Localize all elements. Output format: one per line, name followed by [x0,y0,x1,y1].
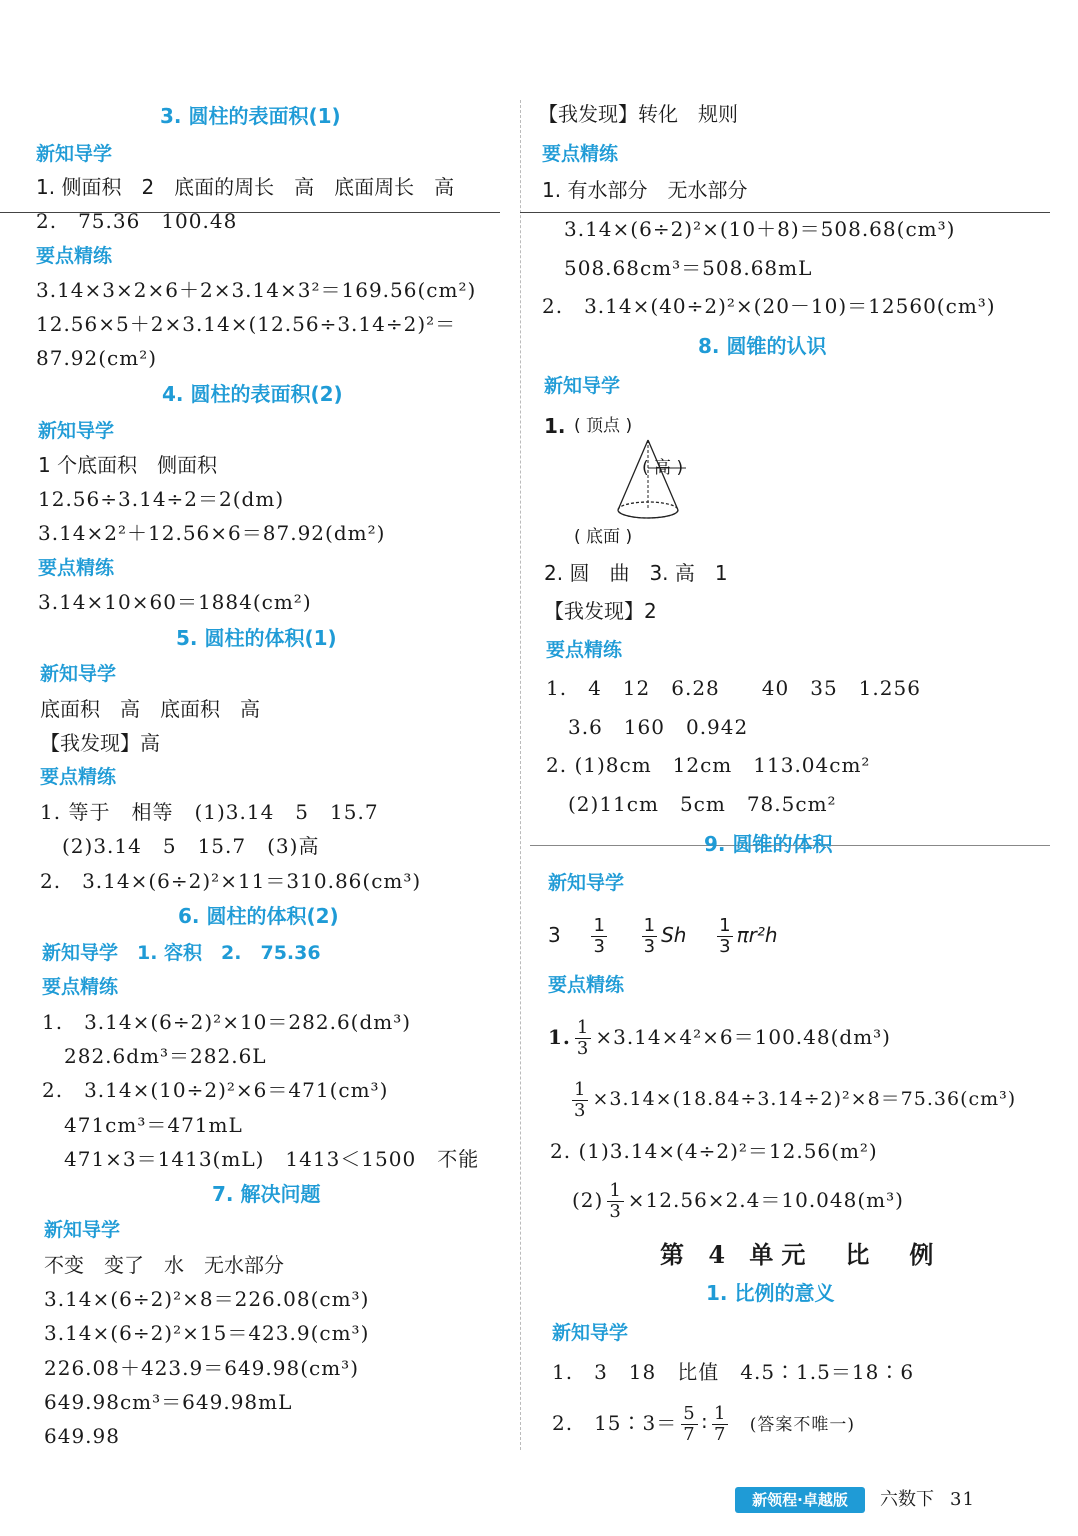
formula-pi-r2-h: πr²h [736,923,778,947]
denominator: 7 [683,1424,696,1445]
subsection-header: 新知导学 [552,1322,629,1344]
answer-line: 1 个底面积 侧面积 [38,453,218,477]
answer-line: 1. 3 18 比值 4.5∶1.5＝18∶6 [552,1360,915,1384]
expression: ×12.56×2.4＝10.048(m³) [627,1188,904,1212]
column-divider [520,100,521,1450]
denominator: 3 [593,936,605,957]
sub-question: (2) [572,1188,604,1212]
answer-line: 3.14×(6÷2)²×(10＋8)＝508.68(cm³) [564,217,956,241]
answer-line: 1. 3.14×(6÷2)²×10＝282.6(dm³) [42,1010,412,1034]
subsection-header: 新知导学 [36,143,113,165]
answer-line: 87.92(cm²) [36,346,158,370]
subsection-header: 新知导学 [548,872,625,894]
answer-line: 2. (1)3.14×(4÷2)²＝12.56(m²) [550,1139,878,1163]
page-number: 31 [950,1489,975,1510]
fraction-one-third [717,916,732,957]
expression: ×3.14×4²×6＝100.48(dm³) [595,1025,891,1049]
note: (答案不唯一) [749,1415,856,1435]
answer-line: 649.98 [44,1424,120,1448]
answer-line: 649.98cm³＝649.98mL [44,1390,293,1414]
subsection-header: 要点精练 [36,245,113,267]
denominator: 3 [643,936,656,957]
numerator: 1 [719,915,731,936]
answer-line: 【我发现】转化 规则 [538,102,738,126]
section-title: 5. 圆柱的体积(1) [176,626,337,650]
denominator: 3 [574,1099,587,1121]
answer-line: 2. 3.14×(6÷2)²×11＝310.86(cm³) [40,869,422,893]
answer-line [572,1175,904,1225]
fraction-five-sevenths [681,1404,697,1445]
answer-line: (2)11cm 5cm 78.5cm² [568,792,837,816]
numerator: 1 [576,1017,590,1038]
formula-sh: Sh [661,923,687,947]
numerator: 5 [683,1403,696,1424]
section-title: 8. 圆锥的认识 [698,334,827,358]
subsection-header: 要点精练 [42,976,119,998]
formula-line [548,910,778,960]
ratio-expression: 2. 15∶3＝ [552,1411,678,1435]
brand-badge: 新领程·卓越版 [735,1487,865,1513]
answer-value: 3 [548,923,561,947]
denominator: 3 [609,1201,622,1222]
answer-line: 3.6 160 0.942 [568,715,749,739]
section-title: 4. 圆柱的表面积(2) [162,382,343,406]
answer-line: 226.08＋423.9＝649.98(cm³) [44,1356,360,1380]
unit-title: 第 4 单元 比 例 [660,1240,942,1269]
answer-line: 1. 4 12 6.28 40 35 1.256 [546,676,921,700]
section-title: 6. 圆柱的体积(2) [178,904,339,928]
fraction-one-third [572,1080,588,1121]
answer-line: 2. 3.14×(10÷2)²×6＝471(cm³) [42,1078,389,1102]
scan-line [520,212,1050,213]
subsection-header: 要点精练 [40,766,117,788]
answer-line: 1. 有水部分 无水部分 [542,178,748,202]
subsection-header: 要点精练 [548,974,625,996]
fraction-one-third [607,1181,623,1222]
fraction-one-third [591,916,606,957]
grade-label: 六数下 [880,1489,934,1510]
answer-line: 3.14×(6÷2)²×8＝226.08(cm³) [44,1287,370,1311]
section-title: 9. 圆锥的体积 [704,832,833,856]
answer-line: 471cm³＝471mL [64,1113,243,1137]
subsection-header: 要点精练 [546,639,623,661]
fraction-one-seventh [712,1404,728,1445]
answer-line: 2. 75.36 100.48 [36,209,238,233]
expression: ×3.14×(18.84÷3.14÷2)²×8＝75.36(cm³) [592,1088,1017,1110]
answer-line: 底面积 高 底面积 高 [40,697,260,721]
answer-line: 2. 圆 曲 3. 高 1 [544,561,728,585]
numerator: 1 [593,915,605,936]
subsection-header: 新知导学 1. 容积 2. 75.36 [42,942,321,964]
fraction-one-third [575,1018,591,1059]
answer-line: 12.56÷3.14÷2＝2(dm) [38,487,285,511]
cone-diagram [578,438,698,528]
ratio-colon: ∶ [701,1411,708,1435]
answer-line: 不变 变了 水 无水部分 [44,1253,284,1277]
cone-base-label: ( 底面 ) [574,527,633,547]
answer-line: 2. 3.14×(40÷2)²×(20－10)＝12560(cm³) [542,294,996,318]
cone-apex-label: ( 顶点 ) [574,416,633,436]
answer-line [568,1074,1016,1124]
subsection-header: 新知导学 [44,1219,121,1241]
denominator: 3 [719,936,731,957]
section-title: 3. 圆柱的表面积(1) [160,104,341,128]
answer-line: 1. 侧面积 2 底面的周长 高 底面周长 高 [36,175,455,199]
answer-line: 471×3＝1413(mL) 1413＜1500 不能 [64,1147,480,1171]
denominator: 3 [576,1038,590,1059]
answer-line: 【我发现】高 [40,731,160,755]
section-title: 7. 解决问题 [212,1182,321,1206]
answer-line: 3.14×2²＋12.56×6＝87.92(dm²) [38,521,386,545]
answer-line: 3.14×(6÷2)²×15＝423.9(cm³) [44,1321,370,1345]
subsection-header: 新知导学 [40,663,117,685]
section-title: 1. 比例的意义 [706,1281,835,1305]
answer-line: 2. (1)8cm 12cm 113.04cm² [546,753,871,777]
fraction-one-third [642,916,657,957]
answer-line [552,1398,855,1448]
numerator: 1 [643,915,656,936]
numerator: 1 [609,1180,622,1201]
answer-line: 508.68cm³＝508.68mL [564,256,813,280]
answer-line: (2)3.14 5 15.7 (3)高 [62,834,320,858]
subsection-header: 新知导学 [544,375,621,397]
answer-line: 【我发现】2 [544,599,657,623]
cone-height-label: ( 高 ) [642,458,684,478]
subsection-header: 要点精练 [542,143,619,165]
subsection-header: 要点精练 [38,557,115,579]
subsection-header: 新知导学 [38,420,115,442]
question-number: 1. [548,1025,571,1049]
numerator: 1 [574,1078,587,1100]
answer-line: 3.14×10×60＝1884(cm²) [38,590,312,614]
question-number: 1. [544,414,566,438]
answer-line: 12.56×5＋2×3.14×(12.56÷3.14÷2)²＝ [36,312,457,336]
answer-line: 3.14×3×2×6＋2×3.14×3²＝169.56(cm²) [36,278,477,302]
answer-line [548,1012,891,1062]
numerator: 1 [713,1403,727,1424]
denominator: 7 [713,1424,727,1445]
answer-line: 1. 等于 相等 (1)3.14 5 15.7 [40,800,379,824]
answer-line: 282.6dm³＝282.6L [64,1044,267,1068]
